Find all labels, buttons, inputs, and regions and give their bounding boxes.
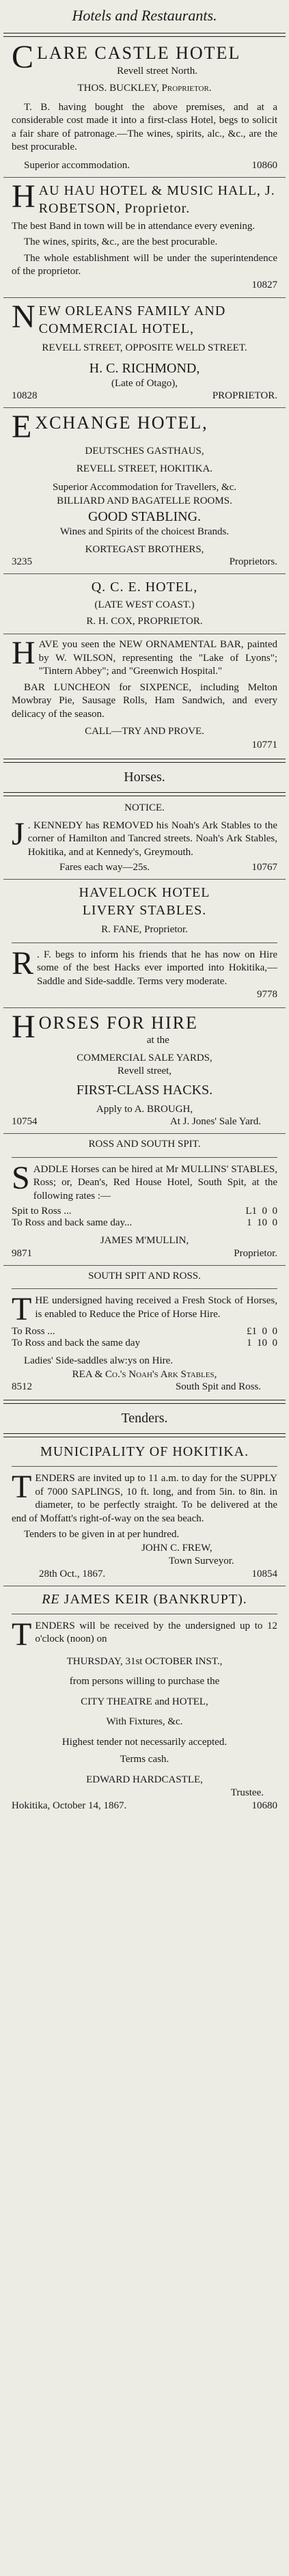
ad-body: Tenders to be given in at per hundred. — [24, 1529, 180, 1540]
ad-title: ORSES FOR HIRE — [38, 1012, 198, 1033]
ad-owners: KORTEGAST BROTHERS, — [85, 543, 204, 555]
ad-body: ADDLE Horses can be hired at Mr MULLINS' STABLES, Ross; or, Dean's, Red House Hotel, South Spit, at the following rates :— — [33, 1163, 277, 1202]
ad-number: 10828 — [12, 390, 38, 401]
ad-number: 10854 — [251, 1568, 277, 1580]
ad-title: HAVELOCK HOTEL — [79, 885, 210, 900]
rate-value: £1 0 0 — [247, 1326, 277, 1337]
ad-proprietor: H. C. RICHMOND, — [89, 360, 200, 376]
dropcap: J — [12, 815, 25, 852]
ad-footer: Superior accommodation. — [24, 159, 130, 171]
ad-number: 8512 — [12, 1381, 32, 1392]
ad-proprietor: R. FANE, Proprietor. — [101, 924, 188, 935]
rate-label: To Ross and back same day... — [12, 1217, 133, 1228]
rule — [3, 759, 286, 763]
dropcap: H — [12, 178, 36, 215]
dropcap: H — [12, 1008, 36, 1045]
ad-date: 28th Oct., 1867. — [39, 1568, 106, 1580]
ad-line: At J. Jones' Sale Yard. — [169, 1116, 261, 1127]
ad-title: SOUTH SPIT AND ROSS. — [88, 1270, 201, 1282]
ad-signature: EDWARD HARDCASTLE, — [86, 1774, 203, 1785]
ad-line: Wines and Spirits of the choicest Brands. — [59, 526, 230, 537]
ad-sub: DEUTSCHES GASTHAUS, — [85, 446, 204, 457]
ad-body: BAR LUNCHEON for SIXPENCE, including Melton Mowbray Pie, Sausage Rolls, Ham Sandwich, and every delicacy of the season. — [12, 681, 277, 720]
section-heading-tenders: Tenders. — [121, 1411, 168, 1426]
ad-role: Trustee. — [230, 1787, 264, 1798]
ad-role: Town Surveyor. — [169, 1556, 234, 1567]
ad-body: . F. begs to inform his friends that he has now on Hire some of the best Hacks ever imported into Hokitika,—Saddle and Side-saddle. Terms very moderate. — [37, 949, 277, 987]
ad-title-prefix: RE — [42, 1591, 60, 1607]
ad-number: 10767 — [251, 862, 277, 873]
ad-body: The best Band in town will be in attendance every evening. — [12, 220, 256, 232]
ad-title: ROSS AND SOUTH SPIT. — [88, 1139, 201, 1150]
ad-line: Highest tender not necessarily accepted. — [61, 1736, 228, 1748]
ad-title: EW ORLEANS FAMILY AND COMMERCIAL HOTEL, — [38, 303, 226, 336]
ad-title: LARE CASTLE HOTEL — [37, 43, 241, 63]
ad-ornamental-bar — [3, 634, 286, 757]
ad-role: Proprietors. — [229, 556, 277, 567]
rate-label: To Ross ... — [12, 1326, 55, 1337]
ad-number: 10860 — [251, 159, 277, 171]
ad-line: at the — [146, 1035, 169, 1046]
ad-title: JAMES KEIR (BANKRUPT). — [64, 1591, 247, 1607]
ad-address: REVELL STREET, OPPOSITE WELD STREET. — [42, 342, 247, 353]
dropcap: T — [12, 1616, 32, 1653]
rule — [3, 1433, 286, 1437]
ad-sub: REVELL STREET, HOKITIKA. — [76, 463, 213, 474]
ad-body: AVE you seen the NEW ORNAMENTAL BAR, painted by W. WILSON, representing the "Lake of Lyons"; "Tintern Abbey"; and "Greenwich Hospital." — [38, 639, 277, 677]
ad-call: CALL—TRY AND PROVE. — [85, 726, 204, 737]
rule — [12, 1157, 277, 1158]
ad-title: XCHANGE HOTEL, — [35, 413, 208, 433]
ad-role: Proprietor. — [234, 1247, 277, 1259]
ad-number: 10827 — [251, 279, 277, 290]
ad-havelock — [3, 880, 286, 1007]
ad-title: MUNICIPALITY OF HOKITIKA. — [40, 1444, 249, 1459]
rule — [3, 1400, 286, 1404]
rule — [3, 792, 286, 796]
rate-label: To Ross and back the same day — [12, 1338, 141, 1348]
ad-address: Revell street North. — [117, 65, 197, 77]
dropcap: T — [12, 1291, 32, 1327]
ad-hauhau — [3, 178, 286, 298]
ad-line: Superior Accommodation for Travellers, &c. — [52, 482, 237, 493]
ad-date: Hokitika, October 14, 1867. — [12, 1800, 127, 1811]
ad-notice-kennedy — [3, 798, 286, 879]
ad-new-orleans — [3, 298, 286, 407]
newspaper-column — [3, 0, 286, 1817]
ad-south-spit-ross — [3, 1266, 286, 1399]
ad-body: ENDERS will be received by the undersigned up to 12 o'clock (noon) on — [35, 1620, 277, 1644]
ad-role: PROPRIETOR. — [212, 390, 277, 401]
ad-james-keir — [3, 1586, 286, 1817]
dropcap: C — [12, 39, 34, 75]
ad-sub: (Late of Otago), — [111, 377, 178, 389]
ad-ross-south-spit — [3, 1134, 286, 1265]
ad-exchange — [3, 408, 286, 573]
ad-signature: JAMES M'MULLIN, — [100, 1235, 189, 1246]
rate-value: 1 10 0 — [247, 1217, 277, 1228]
dropcap: N — [12, 299, 36, 335]
ad-proprietor: R. H. COX, PROPRIETOR. — [86, 615, 203, 627]
rate-value: L1 0 0 — [245, 1206, 277, 1217]
dropcap: E — [12, 409, 32, 445]
ad-line: Ladies' Side-saddles alw:ys on Hire. — [24, 1355, 174, 1366]
ad-date-line: THURSDAY, 31st OCTOBER INST., — [66, 1655, 223, 1667]
ad-municipality-hokitika — [3, 1439, 286, 1586]
ad-line: REA & Co.'s Noah's Ark Stables, — [72, 1368, 217, 1380]
rule — [12, 1466, 277, 1467]
rule — [12, 1288, 277, 1289]
ad-horses-for-hire — [3, 1008, 286, 1134]
ad-line: BILLIARD AND BAGATELLE ROOMS. — [57, 495, 232, 506]
ad-line: FIRST-CLASS HACKS. — [76, 1082, 213, 1098]
ad-clare-castle — [3, 38, 286, 177]
ad-line: Terms cash. — [120, 1754, 169, 1765]
rule — [3, 33, 286, 37]
rate-value: 1 10 0 — [247, 1338, 277, 1348]
ad-number: 10771 — [251, 739, 277, 750]
ad-title: AU HAU HOTEL & MUSIC HALL, J. ROBETSON, Proprietor. — [38, 182, 275, 216]
dropcap: R — [12, 945, 34, 981]
ad-title: NOTICE. — [124, 802, 165, 813]
ad-number: 10754 — [12, 1116, 38, 1127]
ad-qce-hotel — [3, 574, 286, 634]
ad-line: COMMERCIAL SALE YARDS, — [77, 1052, 212, 1063]
dropcap: H — [12, 635, 36, 671]
dropcap: T — [12, 1469, 32, 1505]
ad-sub: (LATE WEST COAST.) — [94, 599, 195, 610]
ad-fares: Fares each way—25s. — [59, 862, 150, 873]
rate-label: Spit to Ross ... — [12, 1206, 72, 1217]
ad-body: T. B. having bought the above premises, and at a considerable cost made it into a first-class Hotel, begs to solicit a fair share of patronage.—The wines, spirits, alc., &c., are the best procurable. — [12, 101, 277, 152]
ad-signature: JOHN C. FREW, — [141, 1542, 212, 1554]
ad-body: The whole establishment will be under the superintendence of the proprietor. — [12, 252, 277, 277]
ad-line: With Fixtures, &c. — [106, 1716, 183, 1727]
ad-sub: LIVERY STABLES. — [82, 903, 207, 918]
ad-line: Revell street, — [117, 1066, 172, 1076]
ad-body: The wines, spirits, &c., are the best procurable. — [24, 236, 218, 247]
ad-item: CITY THEATRE and HOTEL, — [81, 1696, 208, 1707]
ad-line: Apply to A. BROUGH, — [96, 1103, 193, 1115]
ad-number: 9778 — [257, 989, 277, 1000]
ad-number: 3235 — [12, 556, 32, 567]
ad-body: . KENNEDY has REMOVED his Noah's Ark Stables to the corner of Hamilton and Tancred streets. Noah's Ark Stables, Hokitika, and at Kennedy's, Greymouth. — [27, 819, 277, 858]
ad-body: from persons willing to purchase the — [69, 1676, 220, 1687]
ad-line: South Spit and Ross. — [175, 1381, 261, 1392]
dropcap: S — [12, 1159, 30, 1196]
ad-title: Q. C. E. HOTEL, — [91, 580, 198, 595]
ad-body: HE undersigned having received a Fresh Stock of Horses, is enabled to Reduce the Price of Horse Hire. — [35, 1295, 277, 1320]
ad-proprietor: THOS. BUCKLEY, Proprietor. — [77, 83, 212, 94]
ad-number: 9871 — [12, 1247, 32, 1259]
ad-line: GOOD STABLING. — [87, 509, 202, 524]
ad-number: 10680 — [251, 1800, 277, 1811]
section-heading-hotels: Hotels and Restaurants. — [72, 7, 217, 24]
ad-body: ENDERS are invited up to 11 a.m. to day for the SUPPLY of 7000 SAPLINGS, 10 ft. long, and from 5in. to 8in. in diameter, to be perfectly straight. To be delivered at the end of Moffatt's right-of-way on the sea beach. — [12, 1473, 277, 1524]
section-heading-horses: Horses. — [124, 770, 165, 785]
